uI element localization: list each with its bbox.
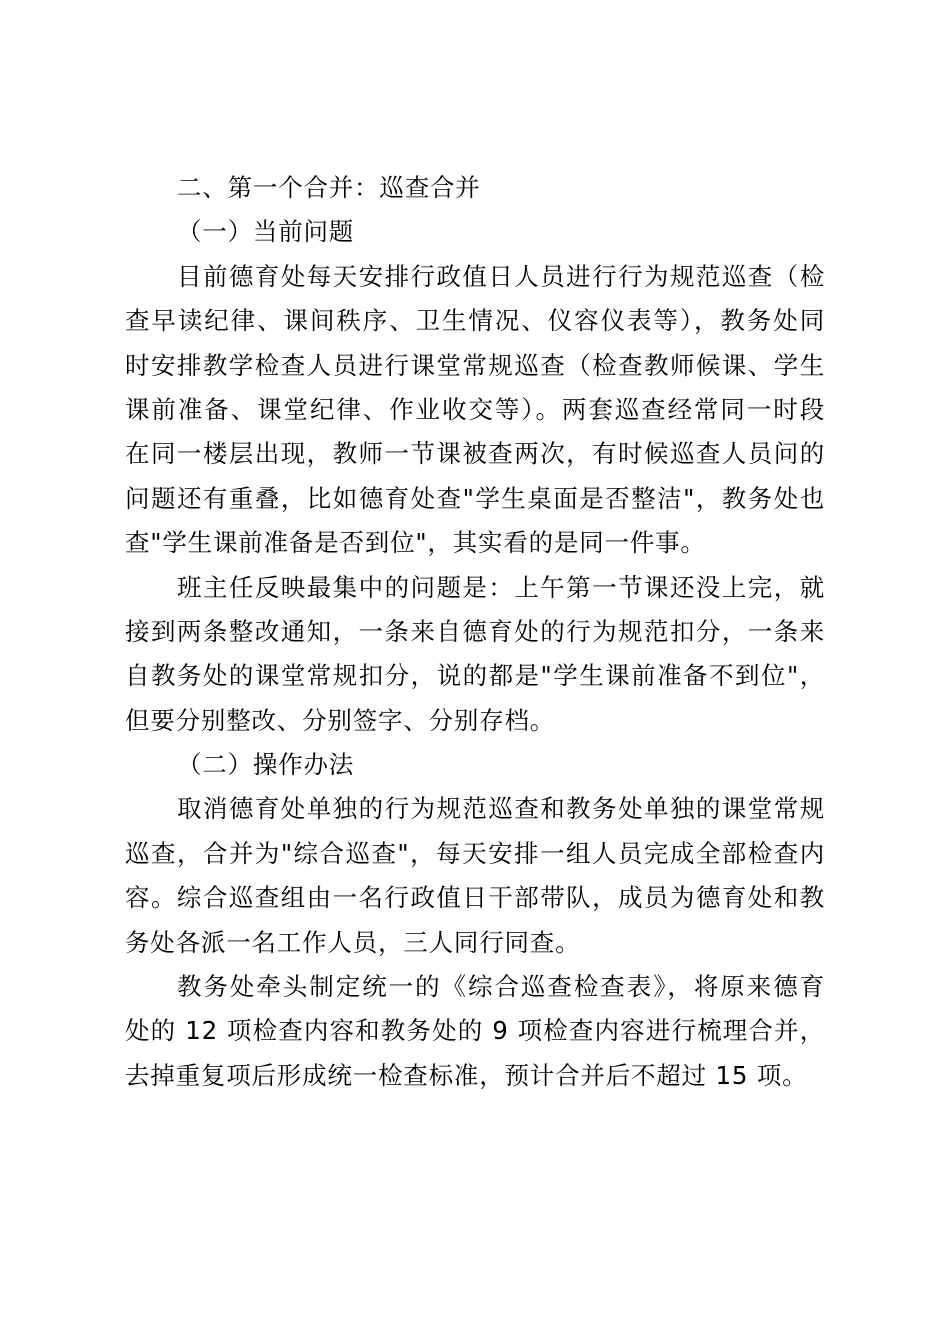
subsection-heading-current-problems: （一）当前问题 [177,217,355,247]
paragraph-current-problems [125,255,825,566]
paragraph-line: 务处各派一名工作人员，三人同行同查。 [125,927,581,957]
paragraph-line: 班主任反映最集中的问题是：上午第一节课还没上完，就 [177,572,825,602]
paragraph-line: 问题还有重叠，比如德育处查"学生桌面是否整洁"，教务处也 [125,483,825,513]
paragraph-teacher-feedback [125,566,825,744]
paragraph-line: 处的 12 项检查内容和教务处的 9 项检查内容进行梳理合并， [125,1016,825,1046]
paragraph-merge-inspection [125,787,825,965]
document-body [125,166,825,1098]
paragraph-line: 接到两条整改通知，一条来自德育处的行为规范扣分，一条来 [125,616,825,646]
paragraph-line: 取消德育处单独的行为规范巡查和教务处单独的课堂常规 [177,794,825,824]
paragraph-line: 查早读纪律、课间秩序、卫生情况、仪容仪表等），教务处同 [125,306,825,336]
section-heading: 二、第一个合并：巡查合并 [177,173,481,202]
paragraph-line: 自教务处的课堂常规扣分，说的都是"学生课前准备不到位"， [125,661,825,691]
paragraph-line: 巡查，合并为"综合巡查"，每天安排一组人员完成全部检查内 [125,838,825,868]
paragraph-line: 去掉重复项后形成统一检查标准，预计合并后不超过 15 项。 [125,1060,808,1090]
paragraph-line: 课前准备、课堂纪律、作业收交等）。两套巡查经常同一时段 [125,394,825,424]
paragraph-line: 容。综合巡查组由一名行政值日干部带队，成员为德育处和教 [125,883,825,913]
paragraph-line: 但要分别整改、分别签字、分别存档。 [125,705,556,735]
subsection-heading-operation-method: （二）操作办法 [177,750,355,780]
paragraph-inspection-form [125,965,825,1098]
paragraph-line: 时安排教学检查人员进行课堂常规巡查（检查教师候课、学生 [125,350,825,380]
paragraph-line: 在同一楼层出现，教师一节课被查两次，有时候巡查人员问的 [125,439,825,469]
paragraph-line: 教务处牵头制定统一的《综合巡查检查表》，将原来德育 [177,972,825,1002]
paragraph-line: 查"学生课前准备是否到位"，其实看的是同一件事。 [125,528,706,558]
paragraph-line: 目前德育处每天安排行政值日人员进行行为规范巡查（检 [177,261,825,291]
